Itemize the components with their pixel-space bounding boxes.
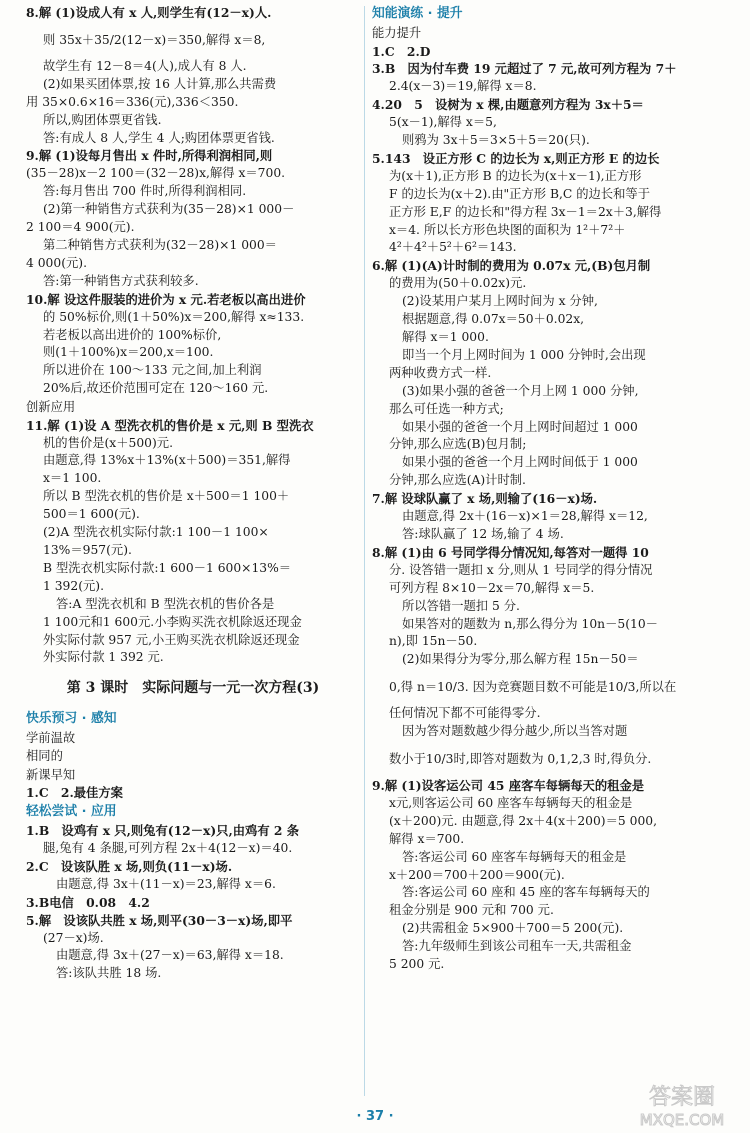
- right-line: F 的边长为(x＋2).由"正方形 B,C 的边长和等于: [389, 186, 650, 201]
- watermark-text-top: 答案圈: [648, 1085, 716, 1110]
- right-line: 任何情况下都不可能得零分.: [389, 706, 541, 721]
- right-line: 所以答错一题扣 5 分.: [402, 598, 520, 613]
- left-line: 2.C 设该队胜 x 场,则负(11－x)场.: [26, 858, 233, 874]
- right-line: 解得 x＝700.: [389, 831, 465, 846]
- right-line: 则鸦为 3x＋5＝3×5＋5＝20(只).: [402, 133, 590, 148]
- left-line: 9.解 (1)设每月售出 x 件时,所得利润相同,则: [26, 148, 273, 164]
- watermark-text-bottom: MXQE.COM: [639, 1111, 725, 1129]
- right-line: 5.143 设正方形 C 的边长为 x,则正方形 E 的边长: [372, 150, 660, 166]
- watermark-logo: [618, 1080, 746, 1130]
- right-line: 解得 x＝1 000.: [402, 330, 489, 344]
- page-number: · 37 ·: [356, 1109, 394, 1124]
- right-line: 4.20 5 设树为 x 棵,由题意列方程为 3x＋5＝: [372, 97, 644, 113]
- left-line: 答:第一种销售方式获利较多.: [43, 273, 199, 288]
- left-line: 答:A 型洗衣机和 B 型洗衣机的售价各是: [56, 596, 275, 611]
- left-line: 则 35x＋35/2(12－x)＝350,解得 x＝8,: [43, 32, 266, 47]
- right-line: 答:客运公司 60 座客车每辆每天的租金是: [402, 849, 627, 864]
- left-line: 20%后,故还价范围可定在 120～160 元.: [43, 381, 269, 396]
- left-line: x＝1 100.: [43, 471, 102, 486]
- left-line: 学前温故: [26, 731, 76, 746]
- left-line: 轻松尝试 · 应用: [26, 804, 117, 820]
- left-line: 答:有成人 8 人,学生 4 人;购团体票更省钱.: [43, 130, 275, 145]
- right-line: x＝4. 所以长方形色块图的面积为 1²＋7²＋: [389, 222, 626, 237]
- left-line: 答:该队共胜 18 场.: [56, 966, 162, 981]
- left-line: 所以 B 型洗衣机的售价是 x＋500＝1 100＋: [43, 489, 290, 504]
- left-line: 所以进价在 100～133 元之间,加上利润: [43, 363, 262, 378]
- right-line: 8.解 (1)由 6 号同学得分情况知,每答对一题得 10: [372, 544, 649, 560]
- right-line: 0,得 n＝10/3. 因为竞赛题目数不可能是10/3,所以在: [389, 680, 677, 695]
- right-line: 正方形 E,F 的边长和"得方程 3x－1＝2x＋3,解得: [389, 204, 662, 219]
- right-line: (2)设某用户某月上网时间为 x 分钟,: [402, 294, 598, 309]
- left-line: 1 392(元).: [43, 578, 105, 593]
- left-line: 用 35×0.6×16＝336(元),336＜350.: [26, 94, 239, 109]
- left-line: 8.解 (1)设成人有 x 人,则学生有(12－x)人.: [26, 5, 272, 20]
- left-line: 5.解 设该队共胜 x 场,则平(30－3－x)场,即平: [26, 912, 293, 928]
- right-column: [372, 4, 722, 974]
- right-line: 答:九年级师生到该公司租车一天,共需租金: [402, 939, 632, 954]
- right-line: 如果小强的爸爸一个月上网时间低于 1 000: [402, 455, 638, 470]
- left-line: 腿,兔有 4 条腿,可列方程 2x＋4(12－x)＝40.: [43, 841, 293, 856]
- right-line: x＋200＝700＋200＝900(元).: [389, 867, 565, 882]
- left-line: (2)A 型洗衣机实际付款:1 100－1 100×: [43, 525, 269, 540]
- right-line: 7.解 设球队赢了 x 场,则输了(16－x)场.: [372, 491, 598, 507]
- left-line: 11.解 (1)设 A 型洗衣机的售价是 x 元,则 B 型洗衣: [26, 417, 314, 433]
- left-line: 的 50%标价,则(1＋50%)x＝200,解得 x≈133.: [43, 309, 305, 324]
- right-line: 如果答对的题数为 n,那么得分为 10n－5(10－: [402, 616, 658, 631]
- right-line: 因为答对题数越少得分越少,所以当答对题: [402, 724, 628, 739]
- left-line: 10.解 设这件服装的进价为 x 元.若老板以高出进价: [26, 291, 306, 307]
- left-line: 13%＝957(元).: [43, 542, 132, 557]
- left-line: 由题意,得 3x＋(27－x)＝63,解得 x＝18.: [56, 948, 284, 963]
- right-line: 分钟,那么应选(A)计时制.: [389, 473, 526, 488]
- left-line: 故学生有 12－8＝4(人),成人有 8 人.: [43, 58, 247, 73]
- left-line: 外实际付款 1 392 元.: [43, 650, 164, 665]
- right-line: 两种收费方式一样.: [389, 365, 492, 380]
- left-line: 快乐预习 · 感知: [26, 711, 117, 727]
- right-line: 租金分别是 900 元和 700 元.: [389, 903, 554, 918]
- left-line: 创新应用: [26, 400, 76, 415]
- left-line: 若老板以高出进价的 100%标价,: [43, 327, 222, 342]
- right-line: 1.C 2.D: [372, 43, 431, 59]
- left-line: 1.B 设鸡有 x 只,则兔有(12－x)只,由鸡有 2 条: [26, 823, 300, 839]
- right-line: 根据题意,得 0.07x＝50＋0.02x,: [402, 312, 585, 327]
- left-line: (27－x)场.: [43, 930, 104, 945]
- column-divider: [364, 6, 365, 1096]
- left-line: 机的售价是(x＋500)元.: [43, 435, 173, 450]
- left-line: (2)如果买团体票,按 16 人计算,那么共需费: [43, 76, 277, 91]
- left-line: 由题意,得 3x＋(11－x)＝23,解得 x＝6.: [56, 876, 276, 891]
- left-line: 500＝1 600(元).: [43, 507, 140, 522]
- left-line: 1 100元和1 600元.小李购买洗衣机除返还现金: [43, 614, 302, 629]
- left-line: B 型洗衣机实际付款:1 600－1 600×13%＝: [43, 560, 292, 575]
- right-line: 知能演练 · 提升: [372, 6, 463, 21]
- right-line: 如果小强的爸爸一个月上网时间超过 1 000: [402, 419, 638, 434]
- right-line: 分钟,那么应选(B)包月制;: [389, 437, 527, 452]
- right-line: 能力提升: [372, 26, 422, 40]
- right-line: 2.4(x－3)＝19,解得 x＝8.: [389, 79, 537, 94]
- right-line: 的费用为(50＋0.02x)元.: [389, 276, 527, 291]
- right-line: 由题意,得 2x＋(16－x)×1＝28,解得 x＝12,: [402, 509, 648, 524]
- left-line: 4 000(元).: [26, 255, 88, 270]
- left-line: 2 100＝4 900(元).: [26, 220, 135, 235]
- right-line: 5(x－1),解得 x＝5,: [389, 115, 497, 130]
- left-line: 由题意,得 13%x＋13%(x＋500)＝351,解得: [43, 453, 291, 468]
- left-line: 答:每月售出 700 件时,所得利润相同.: [43, 184, 247, 199]
- right-line: 答:球队赢了 12 场,输了 4 场.: [402, 526, 564, 541]
- right-line: 可列方程 8×10－2x＝70,解得 x＝5.: [389, 580, 595, 595]
- right-line: (3)如果小强的爸爸一个月上网 1 000 分钟,: [402, 383, 639, 398]
- left-line: 相同的: [26, 748, 63, 763]
- right-line: 4²＋4²＋5²＋6²＝143.: [389, 240, 517, 255]
- left-line: 新课早知: [26, 767, 76, 782]
- right-line: 即当一个月上网时间为 1 000 分钟时,会出现: [402, 347, 646, 362]
- right-line: 5 200 元.: [389, 957, 445, 972]
- right-line: 那么可任选一种方式;: [389, 401, 504, 416]
- left-line: 所以,购团体票更省钱.: [43, 112, 162, 127]
- right-line: 答:客运公司 60 座和 45 座的客车每辆每天的: [402, 885, 650, 900]
- right-line: 为(x＋1),正方形 B 的边长为(x＋x－1),正方形: [389, 168, 642, 183]
- left-line: 第二种销售方式获利为(32－28)×1 000＝: [43, 237, 277, 252]
- right-line: 9.解 (1)设客运公司 45 座客车每辆每天的租金是: [372, 778, 645, 794]
- left-line: 则(1＋100%)x＝200,x＝100.: [43, 345, 214, 360]
- right-line: (2)共需租金 5×900＋700＝5 200(元).: [402, 921, 624, 936]
- left-line: 第 3 课时 实际问题与一元一次方程(3): [66, 680, 320, 697]
- left-line: 1.C 2.最佳方案: [26, 785, 123, 801]
- left-column: [26, 4, 360, 983]
- left-line: 外实际付款 957 元,小王购买洗衣机除返还现金: [43, 632, 300, 647]
- right-line: x元,则客运公司 60 座客车每辆每天的租金是: [389, 795, 633, 810]
- right-line: (2)如果得分为零分,那么解方程 15n－50＝: [402, 652, 639, 667]
- right-line: 分. 设答错一题扣 x 分,则从 1 号同学的得分情况: [389, 562, 653, 577]
- left-line: (35－28)x－2 100＝(32－28)x,解得 x＝700.: [26, 166, 286, 181]
- right-line: 3.B 因为付车费 19 元超过了 7 元,故可列方程为 7＋: [372, 61, 677, 77]
- right-line: n),即 15n－50.: [389, 634, 478, 649]
- left-line: (2)第一种销售方式获利为(35－28)×1 000－: [43, 202, 295, 217]
- left-line: 3.B电信 0.08 4.2: [26, 894, 150, 910]
- right-line: 6.解 (1)(A)计时制的费用为 0.07x 元,(B)包月制: [372, 258, 651, 274]
- right-line: 数小于10/3时,即答对题数为 0,1,2,3 时,得负分.: [389, 752, 652, 767]
- right-line: (x＋200)元. 由题意,得 2x＋4(x＋200)＝5 000,: [389, 813, 658, 828]
